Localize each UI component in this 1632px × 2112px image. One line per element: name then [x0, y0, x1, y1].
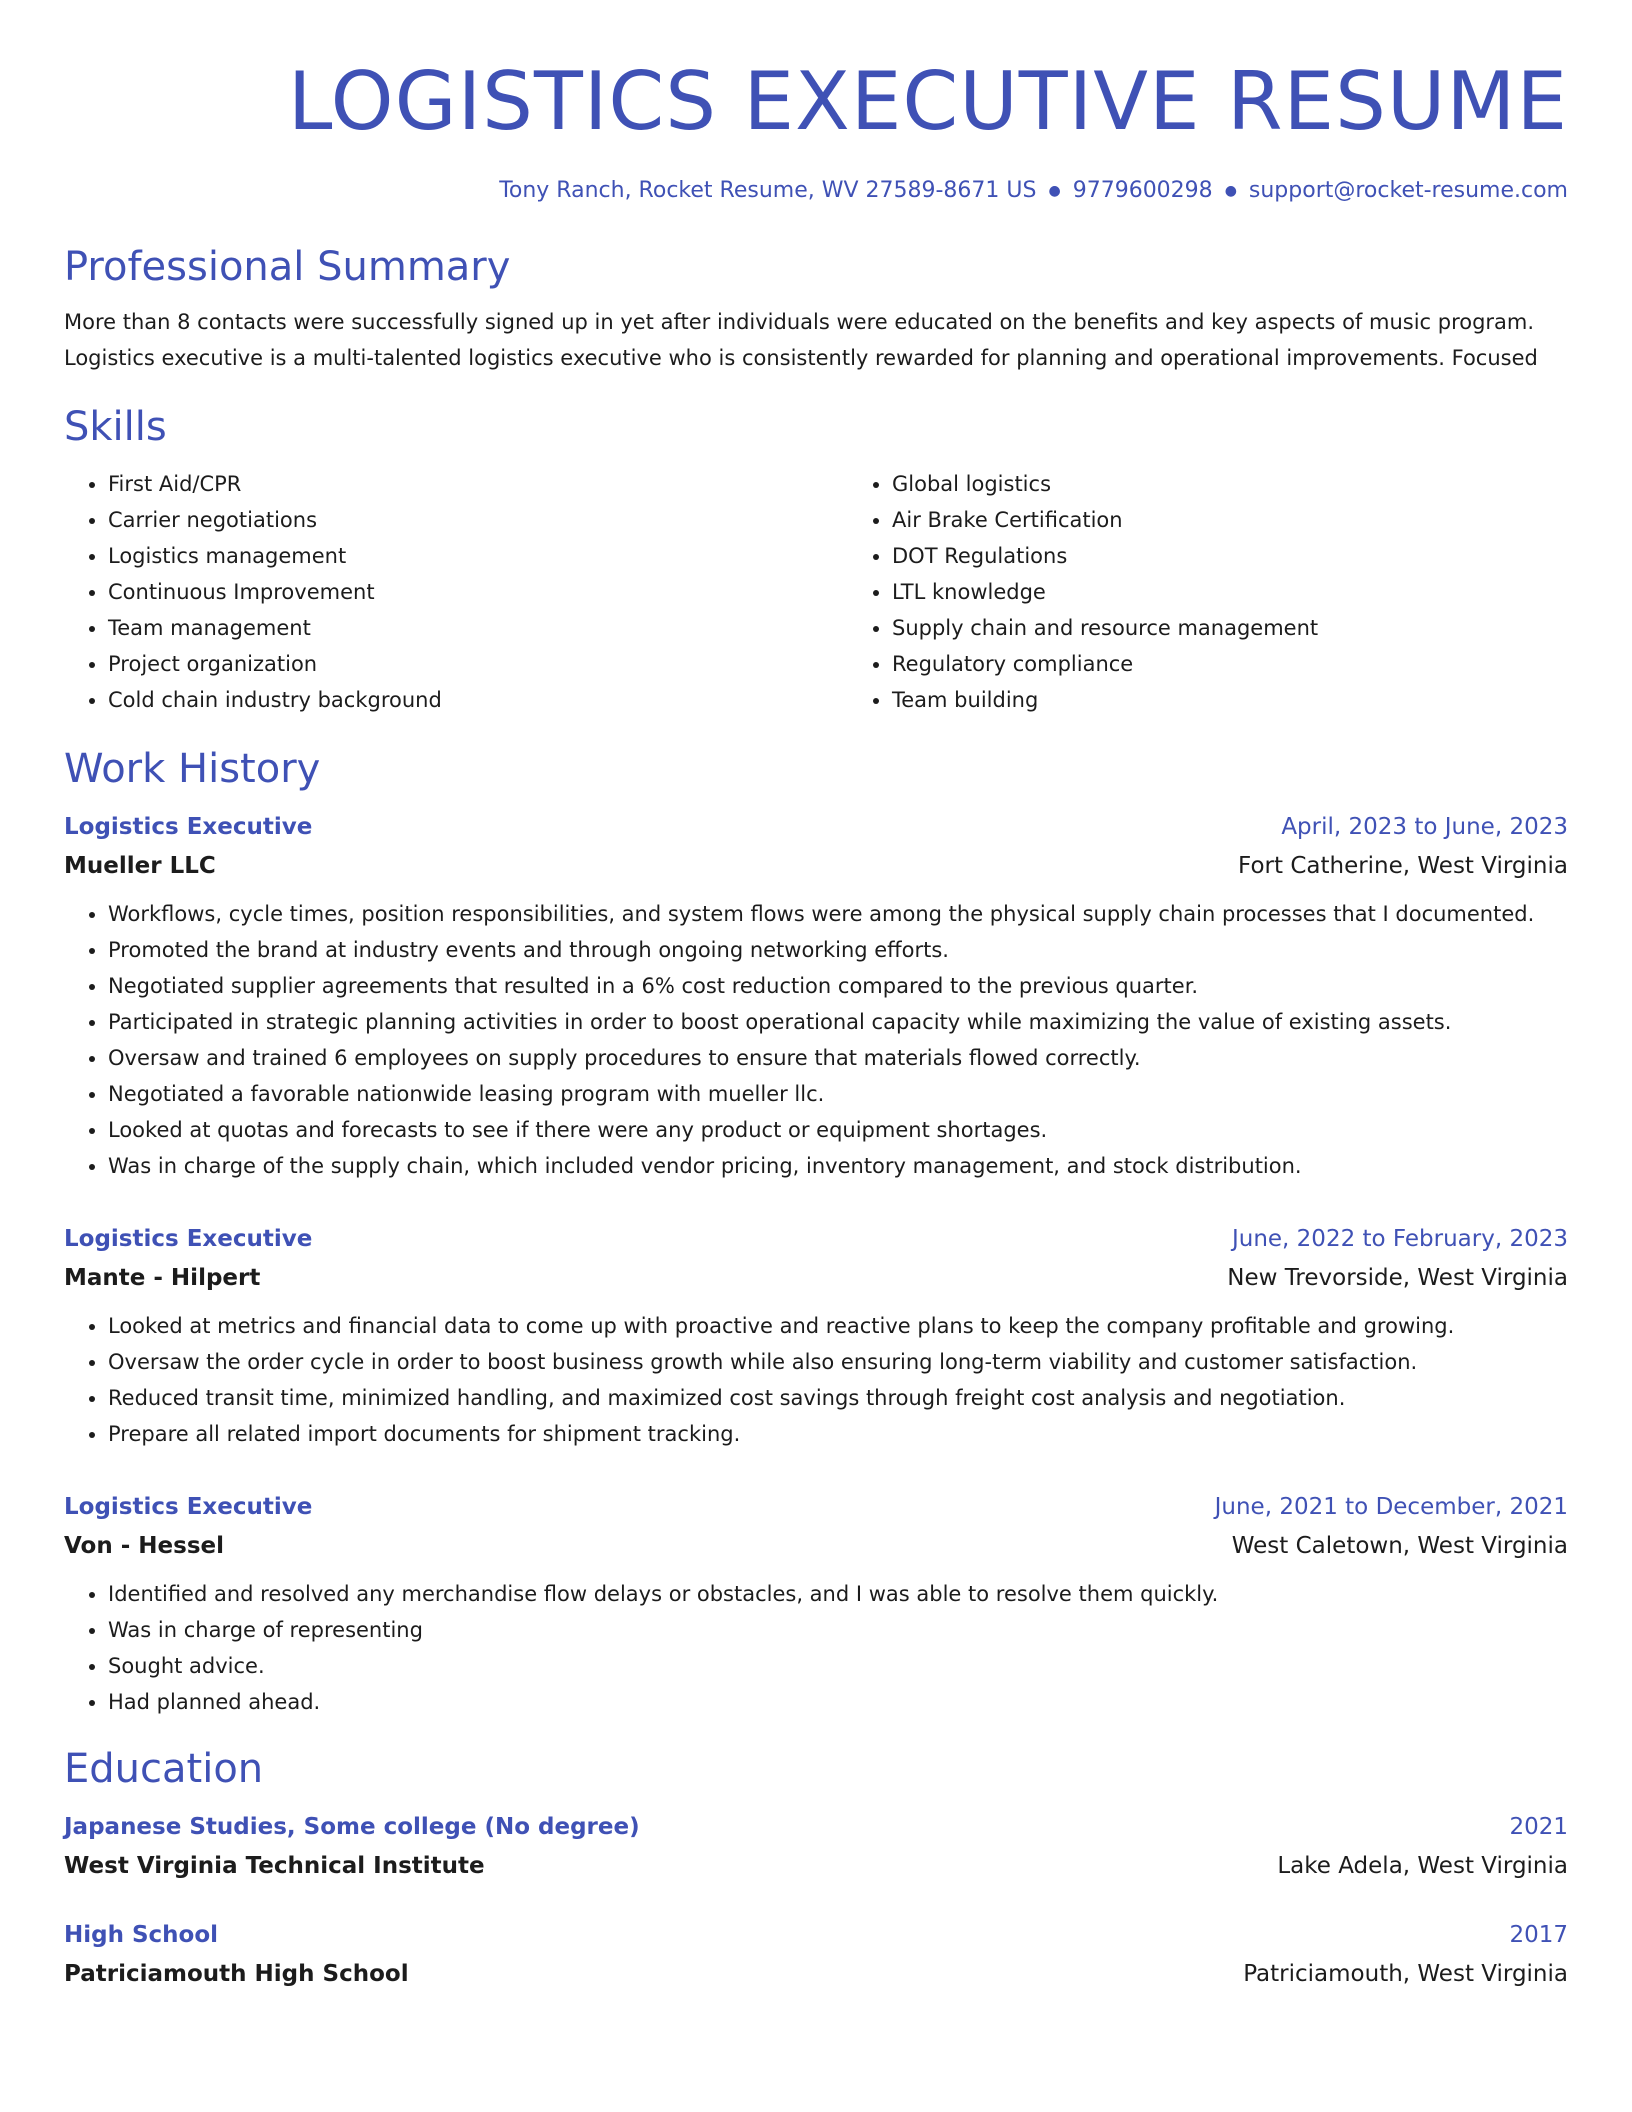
education-degree: Japanese Studies, Some college (No degree) [64, 1814, 640, 1840]
job-title-row [64, 808, 1568, 846]
job-title-row [64, 1220, 1568, 1258]
skill-item: • Regulatory compliance [892, 646, 1568, 682]
work-history-heading: Work History [64, 746, 321, 792]
education-degree-row [64, 1808, 1568, 1846]
job-company: Mueller LLC [64, 853, 216, 879]
education-school: Patriciamouth High School [64, 1961, 409, 1987]
summary-line: More than 8 contacts were successfully signed up in yet after individuals were educated on the benefits and key aspects of music program. [64, 310, 1535, 334]
job-bullet: • Negotiated supplier agreements that resulted in a 6% cost reduction compared to the previous quarter. [108, 968, 1568, 1004]
job-bullet: • Looked at metrics and financial data to come up with proactive and reactive plans to keep the company profitable and growing. [108, 1308, 1568, 1344]
job-bullets [64, 1576, 1568, 1720]
skills-column-right [848, 466, 1568, 718]
job-title-row [64, 1488, 1568, 1526]
job-title: Logistics Executive [64, 814, 313, 840]
job-dates: June, 2022 to February, 2023 [1231, 1226, 1568, 1252]
job-company: Von - Hessel [64, 1533, 224, 1559]
skill-item: • Cold chain industry background [108, 682, 848, 718]
education-degree: High School [64, 1922, 219, 1948]
job-bullet: • Was in charge of representing [108, 1612, 1568, 1648]
skill-item: • DOT Regulations [892, 538, 1568, 574]
job-company-row [64, 1526, 1568, 1566]
contact-address: Tony Ranch, Rocket Resume, WV 27589-8671 US [499, 178, 1037, 203]
job-entry [64, 1220, 1568, 1452]
job-location: New Trevorside, West Virginia [1227, 1265, 1568, 1291]
job-bullet: • Had planned ahead. [108, 1684, 1568, 1720]
contact-phone: 9779600298 [1072, 178, 1213, 203]
education-school-row [64, 1846, 1568, 1886]
skill-item: • Carrier negotiations [108, 502, 848, 538]
education-entry [64, 1808, 1568, 1886]
job-bullet: • Sought advice. [108, 1648, 1568, 1684]
bullet-separator: ● [1048, 183, 1061, 199]
job-bullet: • Oversaw and trained 6 employees on supply procedures to ensure that materials flowed correctly. [108, 1040, 1568, 1076]
skill-item: • First Aid/CPR [108, 466, 848, 502]
job-entry [64, 808, 1568, 1184]
skills-column-left [64, 466, 848, 718]
skills-list [64, 466, 1568, 718]
job-bullet: • Prepare all related import documents for shipment tracking. [108, 1416, 1568, 1452]
education-year: 2017 [1509, 1922, 1568, 1948]
job-dates: April, 2023 to June, 2023 [1281, 814, 1568, 840]
job-bullet: • Workflows, cycle times, position responsibilities, and system flows were among the physical supply chain processes that I documented. [108, 896, 1568, 932]
job-bullets [64, 896, 1568, 1184]
skill-item: • Global logistics [892, 466, 1568, 502]
job-entry [64, 1488, 1568, 1720]
education-location: Lake Adela, West Virginia [1277, 1853, 1568, 1879]
skill-item: • Project organization [108, 646, 848, 682]
job-company-row [64, 846, 1568, 886]
skill-item: • Supply chain and resource management [892, 610, 1568, 646]
summary-line: Logistics executive is a multi-talented logistics executive who is consistently rewarded for planning and operational improvements. Focused [64, 346, 1538, 370]
education-location: Patriciamouth, West Virginia [1243, 1961, 1568, 1987]
summary-heading: Professional Summary [64, 244, 511, 290]
job-bullet: • Oversaw the order cycle in order to boost business growth while also ensuring long-term viability and customer satisfaction. [108, 1344, 1568, 1380]
job-bullets [64, 1308, 1568, 1452]
job-bullet: • Identified and resolved any merchandise flow delays or obstacles, and I was able to resolve them quickly. [108, 1576, 1568, 1612]
skill-item: • Team management [108, 610, 848, 646]
education-degree-row [64, 1916, 1568, 1954]
education-heading: Education [64, 1746, 264, 1792]
bullet-separator: ● [1224, 183, 1237, 199]
job-bullet: • Was in charge of the supply chain, which included vendor pricing, inventory management, and stock distribution. [108, 1148, 1568, 1184]
skill-item: • LTL knowledge [892, 574, 1568, 610]
job-company-row [64, 1258, 1568, 1298]
skill-item: • Air Brake Certification [892, 502, 1568, 538]
job-bullet: • Participated in strategic planning activities in order to boost operational capacity while maximizing the value of existing assets. [108, 1004, 1568, 1040]
job-title: Logistics Executive [64, 1226, 313, 1252]
skills-heading: Skills [64, 404, 167, 450]
job-company: Mante - Hilpert [64, 1265, 261, 1291]
job-bullet: • Looked at quotas and forecasts to see if there were any product or equipment shortages. [108, 1112, 1568, 1148]
job-dates: June, 2021 to December, 2021 [1214, 1494, 1568, 1520]
resume-header [64, 56, 1568, 206]
job-bullet: • Promoted the brand at industry events and through ongoing networking efforts. [108, 932, 1568, 968]
education-entry [64, 1916, 1568, 1994]
job-location: Fort Catherine, West Virginia [1238, 853, 1568, 879]
job-location: West Caletown, West Virginia [1231, 1533, 1568, 1559]
contact-email: support@rocket-resume.com [1248, 178, 1568, 203]
education-school: West Virginia Technical Institute [64, 1853, 485, 1879]
job-bullet: • Negotiated a favorable nationwide leasing program with mueller llc. [108, 1076, 1568, 1112]
education-school-row [64, 1954, 1568, 1994]
summary-text [64, 304, 1568, 376]
skill-item: • Logistics management [108, 538, 848, 574]
skill-item: • Team building [892, 682, 1568, 718]
job-bullet: • Reduced transit time, minimized handling, and maximized cost savings through freight cost analysis and negotiation. [108, 1380, 1568, 1416]
job-title: Logistics Executive [64, 1494, 313, 1520]
skill-item: • Continuous Improvement [108, 574, 848, 610]
resume-title: LOGISTICS EXECUTIVE RESUME [287, 55, 1568, 148]
contact-line [64, 176, 1568, 206]
education-year: 2021 [1509, 1814, 1568, 1840]
